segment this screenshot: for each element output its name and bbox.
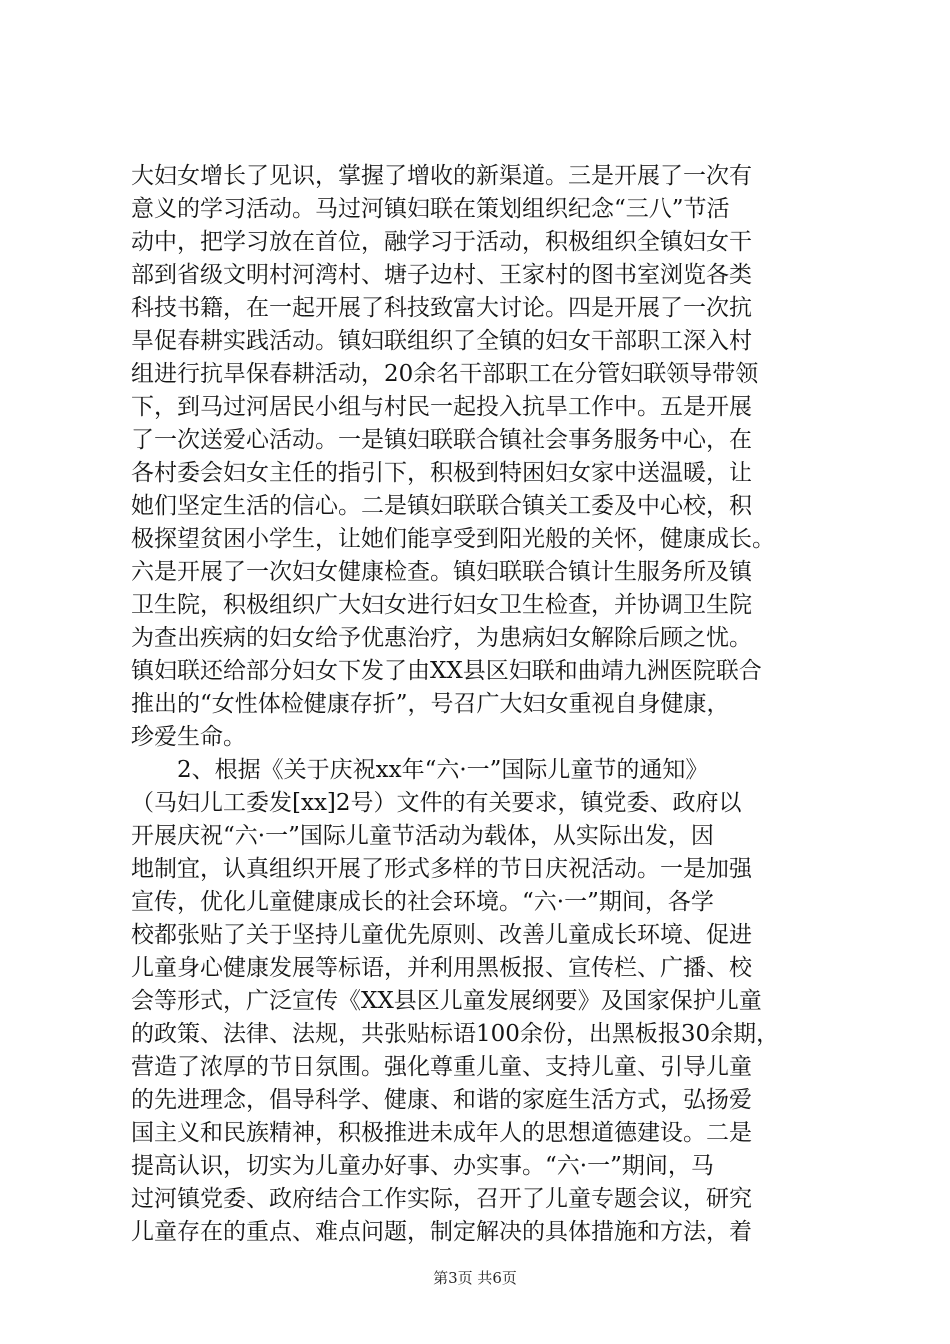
text-line: 意义的学习活动。马过河镇妇联在策划组织纪念“三八”节活: [131, 196, 730, 222]
text-line: 科技书籍，在一起开展了科技致富大讨论。四是开展了一次抗: [131, 295, 752, 321]
page-number-footer: 第3页 共6页: [433, 1269, 517, 1287]
text-line: 部到省级文明村河湾村、塘子边村、王家村的图书室浏览各类: [131, 262, 752, 288]
text-line: 地制宜，认真组织开展了形式多样的节日庆祝活动。一是加强: [131, 856, 752, 882]
text-line: 卫生院，积极组织广大妇女进行妇女卫生检查，并协调卫生院: [131, 592, 752, 618]
text-line: 过河镇党委、政府结合工作实际，召开了儿童专题会议，研究: [131, 1186, 752, 1212]
text-line: 旱促春耕实践活动。镇妇联组织了全镇的妇女干部职工深入村: [131, 328, 752, 354]
text-line: 六是开展了一次妇女健康检查。镇妇联联合镇计生服务所及镇: [131, 559, 752, 585]
text-line: 国主义和民族精神，积极推进未成年人的思想道德建设。二是: [131, 1120, 752, 1146]
text-line: 的先进理念，倡导科学、健康、和谐的家庭生活方式，弘扬爱: [131, 1087, 752, 1113]
text-line: 的政策、法律、法规，共张贴标语100余份，出黑板报30余期，: [131, 1021, 780, 1047]
text-line: 营造了浓厚的节日氛围。强化尊重儿童、支持儿童、引导儿童: [131, 1054, 752, 1080]
text-line: 儿童身心健康发展等标语，并利用黑板报、宣传栏、广播、校: [131, 955, 752, 981]
text-line: 会等形式，广泛宣传《XX县区儿童发展纲要》及国家保护儿童: [131, 988, 762, 1014]
text-line: 动中，把学习放在首位，融学习于活动，积极组织全镇妇女干: [131, 229, 752, 255]
text-line: 极探望贫困小学生，让她们能享受到阳光般的关怀，健康成长。: [131, 526, 775, 552]
text-line: 大妇女增长了见识，掌握了增收的新渠道。三是开展了一次有: [131, 163, 752, 189]
text-line: 珍爱生命。: [131, 724, 246, 750]
text-line: 儿童存在的重点、难点问题，制定解决的具体措施和方法，着: [131, 1219, 752, 1245]
document-body: [131, 160, 831, 1249]
text-line: 各村委会妇女主任的指引下，积极到特困妇女家中送温暖，让: [131, 460, 752, 486]
text-line: 了一次送爱心活动。一是镇妇联联合镇社会事务服务中心，在: [131, 427, 752, 453]
text-line: 校都张贴了关于坚持儿童优先原则、改善儿童成长环境、促进: [131, 922, 752, 948]
text-line: 组进行抗旱保春耕活动，20余名干部职工在分管妇联领导带领: [131, 361, 759, 387]
text-line: 推出的“女性体检健康存折”，号召广大妇女重视自身健康，: [131, 691, 730, 717]
text-line: 她们坚定生活的信心。二是镇妇联联合镇关工委及中心校，积: [131, 493, 752, 519]
text-line: 2、根据《关于庆祝xx年“六·一”国际儿童节的通知》: [131, 757, 709, 783]
text-line: 镇妇联还给部分妇女下发了由XX县区妇联和曲靖九洲医院联合: [131, 658, 762, 684]
text-line: 下，到马过河居民小组与村民一起投入抗旱工作中。五是开展: [131, 394, 752, 420]
text-line: 提高认识，切实为儿童办好事、办实事。“六·一”期间，马: [131, 1153, 714, 1179]
text-line: 宣传，优化儿童健康成长的社会环境。“六·一”期间，各学: [131, 889, 714, 915]
text-line: 开展庆祝“六·一”国际儿童节活动为载体，从实际出发，因: [131, 823, 714, 849]
text-line: （马妇儿工委发[xx]2号）文件的有关要求，镇党委、政府以: [131, 790, 742, 816]
text-line: 为查出疾病的妇女给予优惠治疗，为患病妇女解除后顾之忧。: [131, 625, 752, 651]
